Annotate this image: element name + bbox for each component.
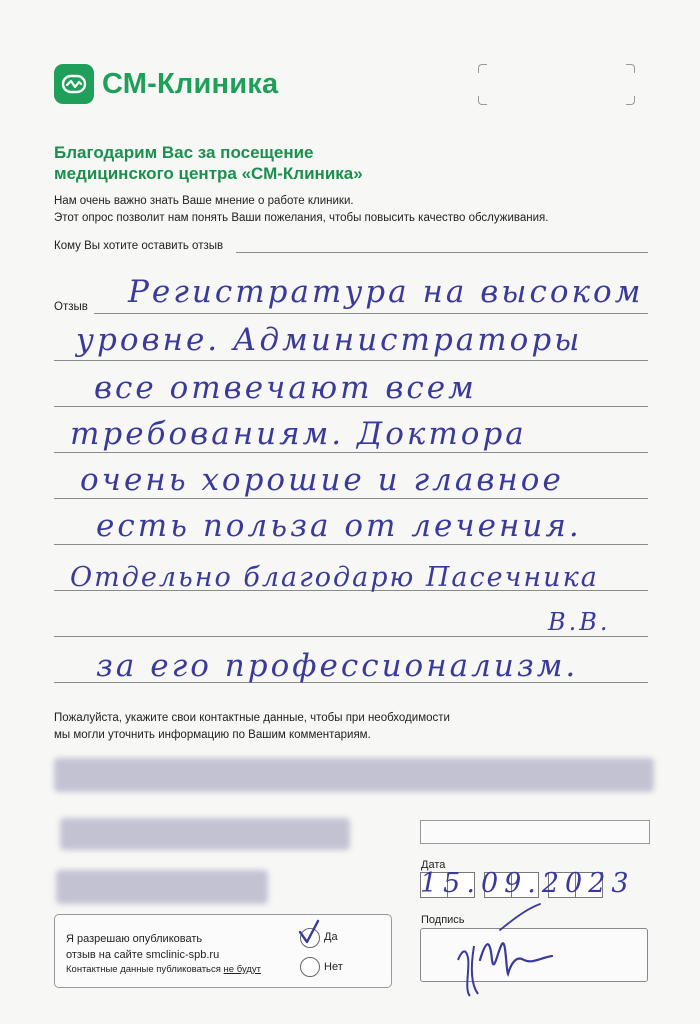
handwritten-date: 15.09.2023 — [420, 868, 635, 899]
review-line[interactable] — [54, 360, 648, 361]
brand-name: СМ-Клиника — [102, 67, 279, 100]
consent-note-prefix: Контактные данные публиковаться — [66, 964, 224, 975]
sm-clinic-logo-icon — [54, 64, 94, 104]
consent-yes-label: Да — [324, 931, 338, 943]
contact-field-box[interactable] — [420, 820, 650, 844]
heading-line: медицинского центра «СМ-Клиника» — [54, 164, 363, 183]
consent-note — [66, 964, 261, 975]
review-line[interactable] — [54, 544, 648, 545]
intro-line: Этот опрос позволит нам понять Ваши пожелания, чтобы повысить качество обслуживания. — [54, 212, 549, 224]
intro-line: Нам очень важно знать Ваше мнение о работе клиники. — [54, 195, 354, 207]
consent-note-emphasis: не будут — [223, 964, 262, 975]
review-line[interactable] — [54, 498, 648, 499]
review-line[interactable] — [54, 406, 648, 407]
handwritten-review-line: очень хорошие и главное — [80, 462, 564, 498]
signature-label: Подпись — [421, 914, 465, 926]
intro-text — [54, 193, 654, 227]
review-line[interactable] — [54, 636, 648, 637]
consent-line: отзыв на сайте smclinic-spb.ru — [66, 949, 220, 961]
consent-no-radio[interactable] — [300, 957, 320, 977]
contact-note — [54, 710, 574, 744]
checkmark-icon — [296, 918, 326, 948]
handwritten-review-line: за его профессионализм. — [96, 648, 579, 684]
review-line[interactable] — [94, 313, 648, 314]
handwritten-review-line: уровне. Администраторы — [76, 322, 583, 358]
handwritten-signature — [440, 900, 570, 1000]
handwritten-review-line: есть польза от лечения. — [96, 508, 582, 544]
corner-mark — [478, 64, 487, 73]
consent-no-label: Нет — [324, 961, 343, 973]
consent-text — [66, 931, 219, 963]
brand-logo — [54, 64, 278, 104]
handwritten-review-line: В.В. — [548, 608, 611, 636]
redacted-contact-name — [54, 758, 654, 792]
form-heading — [54, 142, 454, 184]
handwritten-review-line: Отдельно благодарю Пасечника — [70, 562, 599, 593]
heading-line: Благодарим Вас за посещение — [54, 143, 314, 162]
redacted-contact-phone — [60, 818, 350, 850]
recipient-field-line[interactable] — [236, 252, 648, 253]
review-label: Отзыв — [54, 301, 88, 313]
review-line[interactable] — [54, 452, 648, 453]
handwritten-review-line: требованиям. Доктора — [70, 416, 527, 452]
consent-line: Я разрешаю опубликовать — [66, 933, 203, 945]
corner-mark — [626, 96, 635, 105]
corner-mark — [478, 96, 487, 105]
handwritten-review-line: все отвечают всем — [94, 370, 477, 406]
date-label: Дата — [421, 859, 446, 871]
recipient-label: Кому Вы хотите оставить отзыв — [54, 240, 224, 252]
redacted-contact-email — [56, 870, 268, 904]
contact-note-line: Пожалуйста, укажите свои контактные данные, чтобы при необходимости — [54, 712, 450, 724]
handwritten-review-line: Регистратура на высоком — [128, 274, 644, 310]
contact-note-line: мы могли уточнить информацию по Вашим комментариям. — [54, 729, 371, 741]
corner-mark — [626, 64, 635, 73]
